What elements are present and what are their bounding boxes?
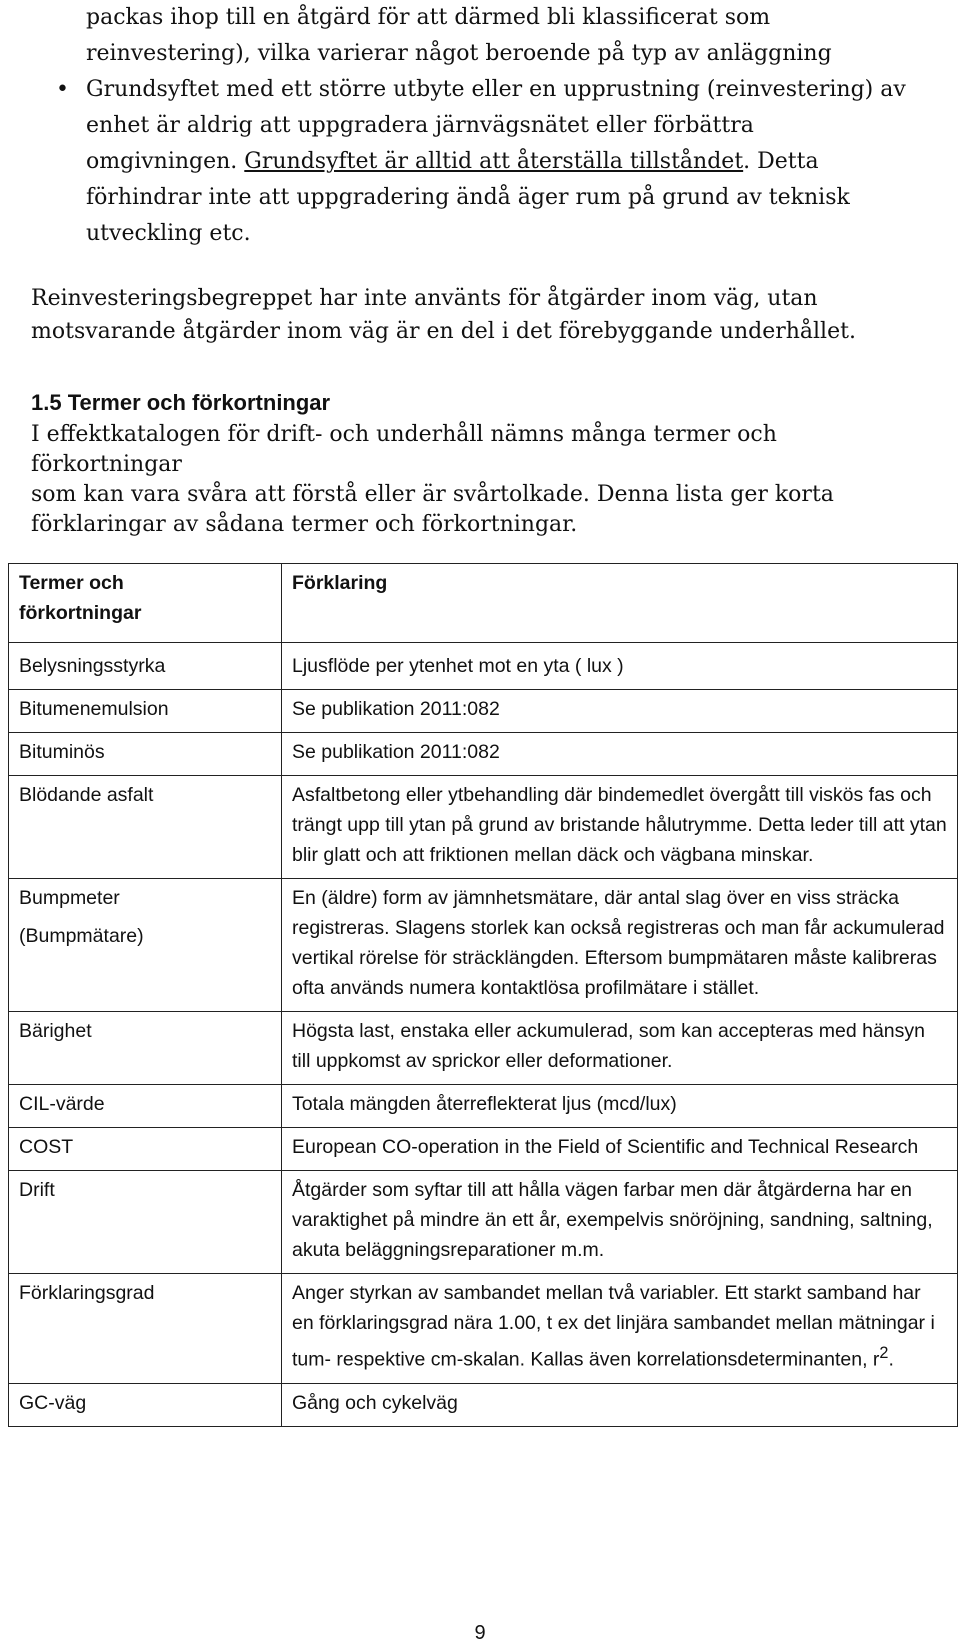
explanation-cell: Högsta last, enstaka eller ackumulerad, som kan accepteras med hänsyn till uppkomst av sprickor eller deformationer. (282, 1012, 958, 1085)
explanation-cell: Asfaltbetong eller ytbehandling där bindemedlet övergått till viskös fas och trängt upp till ytan på grund av bristande hålutrymme. Detta leder till att ytan blir glatt och att friktionen mellan däck och vägbana minskar. (282, 776, 958, 879)
section-intro (31, 420, 931, 540)
table-row (9, 1128, 958, 1171)
page-number: 9 (474, 1622, 486, 1644)
term-cell: Förklaringsgrad (9, 1274, 282, 1384)
term-cell: Belysningsstyrka (9, 643, 282, 690)
header-text: förkortningar (19, 602, 142, 624)
explanation-cell: Totala mängden återreflekterat ljus (mcd/lux) (282, 1085, 958, 1128)
table-row (9, 643, 958, 690)
term-cell: Bituminös (9, 733, 282, 776)
text-line (86, 144, 926, 180)
text-line: förklaringar av sådana termer och förkortningar. (31, 512, 578, 537)
table-row (9, 733, 958, 776)
header-term (9, 564, 282, 643)
table-row (9, 776, 958, 879)
text-line: Grundsyftet med ett större utbyte eller en upprustning (reinvestering) av (86, 77, 906, 102)
superscript: 2 (879, 1344, 889, 1362)
term-text: (Bumpmätare) (19, 925, 144, 947)
text-line: motsvarande åtgärder inom väg är en del i det förebyggande underhållet. (31, 319, 856, 344)
term-cell: Bitumenemulsion (9, 690, 282, 733)
table-row (9, 690, 958, 733)
term-cell: Blödande asfalt (9, 776, 282, 879)
header-explanation: Förklaring (282, 564, 958, 643)
table-row (9, 1012, 958, 1085)
explanation-cell: Se publikation 2011:082 (282, 733, 958, 776)
text-line: förkortningar (31, 452, 182, 477)
text-line: enhet är aldrig att uppgradera järnvägsnätet eller förbättra (86, 113, 754, 138)
table-row (9, 879, 958, 1012)
section-heading: 1.5 Termer och förkortningar (31, 390, 331, 415)
underlined-text: Grundsyftet är alltid att återställa tillståndet (244, 149, 744, 174)
term-cell: Drift (9, 1171, 282, 1274)
term-cell: COST (9, 1128, 282, 1171)
terms-table (8, 563, 958, 1427)
explanation-cell: Se publikation 2011:082 (282, 690, 958, 733)
table-row (9, 1383, 958, 1426)
term-cell: GC-väg (9, 1383, 282, 1426)
text-span: omgivningen. (86, 149, 245, 174)
term-cell: Bärighet (9, 1012, 282, 1085)
bullet-icon: • (56, 77, 69, 102)
term-cell (9, 879, 282, 1012)
explanation-cell: En (äldre) form av jämnhetsmätare, där antal slag över en viss sträcka registreras. Slagens storlek kan också registreras och man får ackumulerad vertikal rörelse för sträcklängden. Eftersom bumpmätaren måste kalibreras ofta används numera kontaktlösa profilmätare i stället. (282, 879, 958, 1012)
bullet-item (56, 72, 926, 252)
text-line: utveckling etc. (86, 221, 251, 246)
explanation-cell (282, 1274, 958, 1384)
text-span: . Detta (743, 149, 819, 174)
text-line: förhindrar inte att uppgradering ändå äger rum på grund av teknisk (86, 185, 850, 210)
explanation-text: . (888, 1348, 894, 1371)
text-line: som kan vara svåra att förstå eller är svårtolkade. Denna lista ger korta (31, 482, 834, 507)
text-line: packas ihop till en åtgärd för att därmed bli klassificerat som (86, 5, 771, 30)
explanation-cell: Åtgärder som syftar till att hålla vägen farbar men där åtgärderna har en varaktighet på mindre än ett år, exempelvis snöröjning, sandning, saltning, akuta beläggningsreparationer m.m. (282, 1171, 958, 1274)
explanation-cell: Gång och cykelväg (282, 1383, 958, 1426)
table-row (9, 1274, 958, 1384)
explanation-text: Anger styrkan av sambandet mellan två variabler. Ett starkt samband har en förklaringsgrad nära 1.00, t ex det linjära sambandet mellan mätningar i tum- respektive cm-skalan. Kallas även korrelationsdeterminanten, r (292, 1282, 935, 1371)
text-line: Reinvesteringsbegreppet har inte använts för åtgärder inom väg, utan (31, 286, 818, 311)
continuation-text (86, 0, 926, 72)
table-row (9, 1171, 958, 1274)
explanation-cell: Ljusflöde per ytenhet mot en yta ( lux ) (282, 643, 958, 690)
table-row (9, 1085, 958, 1128)
explanation-cell: European CO-operation in the Field of Scientific and Technical Research (282, 1128, 958, 1171)
header-text: Termer och (19, 572, 124, 594)
text-line: reinvestering), vilka varierar något beroende på typ av anläggning (86, 41, 832, 66)
term-text: Bumpmeter (19, 887, 120, 909)
text-line: I effektkatalogen för drift- och underhåll nämns många termer och (31, 422, 777, 447)
reinvest-paragraph (31, 282, 931, 348)
table-header-row (9, 564, 958, 643)
term-cell: CIL-värde (9, 1085, 282, 1128)
